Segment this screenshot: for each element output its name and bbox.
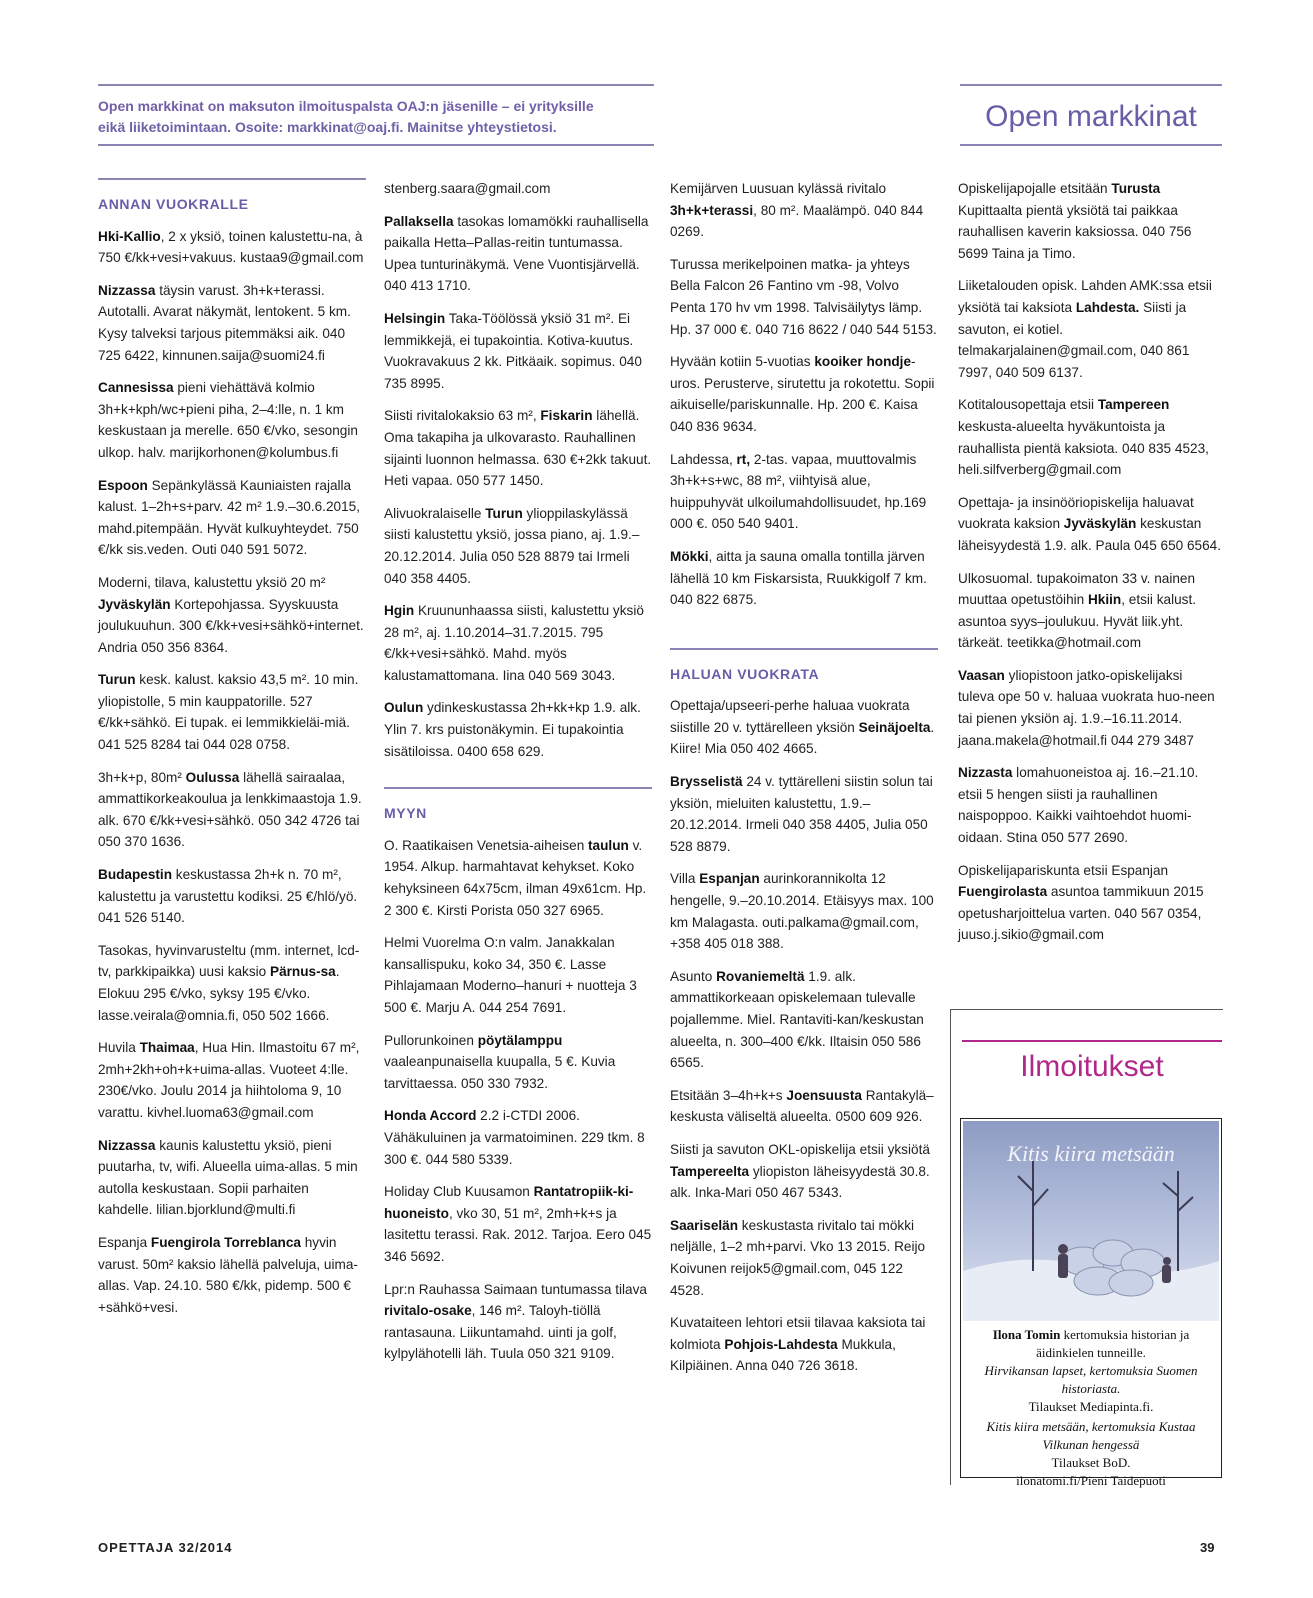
ad-text: ydinkeskustassa 2h+kk+kp 1.9. alk. Ylin 7. krs puistonäkymin. Ei tupakointia sisätiloissa. 0400 658 629. bbox=[384, 700, 641, 759]
classified-ad bbox=[384, 697, 652, 762]
classified-ad bbox=[670, 449, 938, 535]
ad-keyword: Saariselän bbox=[670, 1217, 739, 1233]
ad-text-lead: Villa bbox=[670, 871, 700, 887]
ad-keyword: kooiker hondje bbox=[814, 354, 912, 370]
ad-keyword: Mökki bbox=[670, 548, 709, 564]
column-2 bbox=[384, 178, 652, 1376]
ad-list bbox=[98, 226, 366, 1319]
classified-ad bbox=[98, 1135, 366, 1221]
classified-ad bbox=[670, 254, 938, 340]
classified-ad bbox=[384, 308, 652, 394]
ad-text: lähellä. Oma takapiha ja ulkovarasto. Rauhallinen sijainti luonnon helmassa. 630 €+2kk takuut. Heti vapaa. 050 577 1450. bbox=[384, 408, 652, 489]
ad-keyword: Turun bbox=[98, 672, 136, 688]
ad-text: Helmi Vuorelma O:n valm. Janakkalan kansallispuku, koko 34, 350 €. Lasse Pihlajamaan Moderno–hanuri + nuotteja 3 500 €. Marju A. 044 254 7691. bbox=[384, 935, 637, 1015]
ad-keyword: Pallaksella bbox=[384, 213, 454, 229]
ad-keyword: Hki-Kallio bbox=[98, 228, 161, 244]
ad-keyword: Turun bbox=[485, 505, 523, 521]
column-3 bbox=[670, 178, 938, 1388]
author-desc: kertomuksia historian ja äidinkielen tunneille. bbox=[1036, 1327, 1190, 1360]
ad-text-lead: Siisti rivitalokaksio 63 m², bbox=[384, 408, 541, 424]
ad-list bbox=[670, 695, 938, 1377]
ad-text-lead: O. Raatikaisen Venetsia-aiheisen bbox=[384, 837, 589, 853]
ad-text-lead: Siisti ja savuton OKL-opiskelija etsii yksiötä bbox=[670, 1141, 930, 1157]
ad-keyword: Joensuusta bbox=[786, 1087, 862, 1103]
classified-ad bbox=[670, 1312, 938, 1377]
ad-keyword: Hkiin bbox=[1087, 592, 1122, 608]
classified-ad bbox=[384, 178, 652, 200]
classified-ad bbox=[384, 1105, 652, 1170]
intro-line-1: Open markkinat on maksuton ilmoituspalsta OAJ:n jäsenille – ei yrityksille bbox=[98, 98, 594, 114]
ad-text: keskustasta rivitalo tai mökki neljälle, 1–2 mh+parvi. Vko 13 2015. Reijo Koivunen reijok5@gmail.com, 045 122 4528. bbox=[670, 1217, 926, 1298]
footer-publication: OPETTAJA 32/2014 bbox=[98, 1540, 233, 1555]
ad-keyword: Fuengirola Torreblanca bbox=[150, 1234, 301, 1250]
ad-text: yliopiston läheisyydestä 30.8. alk. Inka-Mari 050 467 5343. bbox=[670, 1163, 930, 1201]
ad-text: Sepänkylässä Kauniaisten rajalla kalust. 1–2h+s+parv. 42 m² 1.9.–30.6.2015, mahd.pitempään. Hyvät kulkuyhteydet. 750 €/kk sis.veden. Outi 040 591 5072. bbox=[98, 477, 360, 558]
ad-text: ylioppilaskylässä siisti kalustettu yksiö, jossa piano, aj. 1.9.–20.12.2014. Julia 050 528 8879 tai Irmeli 040 358 4405. bbox=[384, 505, 640, 586]
author-line bbox=[963, 1326, 1219, 1362]
classified-ad bbox=[670, 868, 938, 954]
book-cover-image bbox=[963, 1121, 1219, 1321]
ad-keyword: taulun bbox=[588, 837, 629, 853]
book-2-title: Kitis kiira metsään, kertomuksia Kustaa Vilkunan hengessä bbox=[986, 1419, 1196, 1452]
ad-text-lead: Espanja bbox=[98, 1234, 151, 1250]
ad-keyword: Oulun bbox=[384, 700, 424, 716]
ad-keyword: Nizzasta bbox=[958, 765, 1013, 781]
ad-text: Kruununhaassa siisti, kalustettu yksiö 28 m², aj. 1.10.2014–31.7.2015. 795 €/kk+vesi+sähkö. Mahd. myös kalustamattomana. Iina 040 569 3043. bbox=[384, 603, 644, 683]
ad-text-lead: Opettaja- ja insinööriopiskelija haluavat vuokrata kaksion bbox=[958, 494, 1194, 532]
ad-text: Mukkula, Kilpiäinen. Anna 040 726 3618. bbox=[670, 1336, 896, 1374]
classified-ad bbox=[384, 405, 652, 491]
ad-text: täysin varust. 3h+k+terassi. Autotalli. Avarat näkymät, lentokent. 5 km. Kysy talveksi tarjous pitemmäksi aik. 040 725 6422, kinnunen.saija@suomi24.fi bbox=[98, 282, 351, 363]
classified-ad bbox=[98, 864, 366, 929]
ad-list bbox=[384, 835, 652, 1365]
ad-text: keskusta-alueelta hyväkuntoista ja rauhallista pientä kaksiota. 040 835 4523, heli.silfverberg@gmail.com bbox=[958, 418, 1209, 478]
ad-text: hyvin varust. 50m² kaksio lähellä palveluja, uima-allas. Vap. 24.10. 580 €/kk, pidemp. 500 €+sähkö+vesi. bbox=[98, 1234, 358, 1315]
classified-ad bbox=[958, 178, 1222, 264]
ad-text: stenberg.saara@gmail.com bbox=[384, 181, 551, 196]
ad-text: . Kiire! Mia 050 402 4665. bbox=[670, 719, 935, 757]
ilmoitukset-title: Ilmoitukset bbox=[1020, 1050, 1164, 1083]
ad-text: . Elokuu 295 €/vko, syksy 195 €/vko. lasse.veirala@omnia.fi, 050 502 1666. bbox=[98, 964, 340, 1023]
ad-text-lead: Opiskelijapojalle etsitään bbox=[958, 181, 1112, 196]
classified-ad bbox=[98, 940, 366, 1026]
ad-keyword: Honda Accord bbox=[384, 1108, 477, 1124]
ad-text-lead: Kemijärven Luusuan kylässä rivitalo bbox=[670, 181, 887, 196]
book-1-title: Hirvikansan lapset, kertomuksia Suomen historiasta. bbox=[984, 1363, 1198, 1396]
ad-text: kesk. kalust. kaksio 43,5 m². 10 min. yliopistolle, 5 min kauppatorille. 527 €/kk+sähkö. Ei tupak. ei lemmikkieläi-miä. 041 525 8284 tai 044 028 0758. bbox=[98, 672, 359, 753]
ad-text: pieni viehättävä kolmio 3h+k+kph/wc+pieni piha, 2–4:lle, n. 1 km keskustaan ja merelle. 650 €/vko, sesongin ulkop. halv. marijkorhonen@kolumbus.fi bbox=[98, 380, 358, 460]
ad-text-lead: Lpr:n Rauhassa Saimaan tuntumassa tilava bbox=[384, 1281, 647, 1297]
classified-ad bbox=[384, 835, 652, 921]
ad-text: lomahuoneistoa aj. 16.–21.10. etsii 5 hengen siisti ja rauhallinen naispoppoo. Kaikki vaihtoehdot huomi-oidaan. Stina 050 577 2690. bbox=[958, 765, 1199, 846]
ad-text: , vko 30, 51 m², 2mh+k+s ja lasitettu terassi. Rak. 2012. Tarjoa. Eero 045 346 5692. bbox=[384, 1205, 652, 1264]
classified-ad bbox=[384, 600, 652, 686]
masthead-title: Open markkinat bbox=[985, 100, 1197, 133]
ad-text: v. 1954. Alkup. harmahtavat kehykset. Koko kehyksineen 64x75cm, ilman 49x61cm. Hp. 2 300 €. Kirsti Porista 050 327 6965. bbox=[384, 837, 647, 918]
ad-text: Kortepohjassa. Syyskuusta joulukuuhun. 300 €/kk+vesi+sähkö+internet. Andria 050 356 8364. bbox=[98, 596, 364, 655]
classified-ad bbox=[670, 546, 938, 611]
ad-text: Rantakylä–keskusta väliseltä alueelta. 0500 609 926. bbox=[670, 1087, 934, 1125]
classified-ad bbox=[98, 669, 366, 755]
ad-keyword: Espoon bbox=[98, 477, 148, 493]
ad-keyword: Helsingin bbox=[384, 310, 446, 326]
ad-text: 24 v. tyttärelleni siistin solun tai yksiön, mieluiten kalustettu, 1.9.–20.12.2014. Irmeli 040 358 4405, Julia 050 528 8879. bbox=[670, 774, 933, 854]
classified-ad bbox=[670, 1139, 938, 1204]
classified-ad bbox=[958, 860, 1222, 946]
ad-keyword: Jyväskylän bbox=[98, 596, 171, 612]
ad-keyword: Pärnus-sa bbox=[270, 964, 336, 980]
ad-keyword: 3h+k+terassi bbox=[670, 202, 754, 218]
classified-ad bbox=[670, 1215, 938, 1301]
ad-keyword: Tampereelta bbox=[670, 1163, 750, 1179]
ad-text-lead: Kuvataiteen lehtori etsii tilavaa kaksiota tai kolmiota bbox=[670, 1315, 926, 1352]
header-top-rule bbox=[98, 84, 654, 86]
ad-text-lead: Lahdessa, bbox=[670, 451, 737, 467]
ad-text: keskustan läheisyydestä 1.9. alk. Paula 045 650 6564. bbox=[958, 516, 1222, 553]
ad-text: Siisti ja savuton, ei kotiel. telmakarjalainen@gmail.com, 040 861 7997, 040 509 6137. bbox=[958, 299, 1190, 380]
ad-text: lähellä sairaalaa, ammattikorkeakoulua ja lenkkimaastoja 1.9. alk. 670 €/kk+vesi+sähkö. 050 342 4726 tai 050 370 1636. bbox=[98, 769, 362, 850]
masthead-top-rule bbox=[960, 84, 1222, 86]
ad-keyword: Fiskarin bbox=[540, 408, 593, 424]
classified-ad bbox=[670, 966, 938, 1074]
header-bottom-rule bbox=[98, 144, 654, 146]
classified-ad bbox=[958, 568, 1222, 654]
ad-text: , Hua Hin. Ilmastoitu 67 m², 2mh+2kh+oh+k+uima-allas. Vuoteet 4:lle. 230€/vko. Joulu 2014 ja hiihtoloma 9, 10 varattu. kivhel.luoma63@gmail.com bbox=[98, 1040, 360, 1120]
section-rule bbox=[670, 648, 938, 650]
section-heading-annan: ANNAN VUOKRALLE bbox=[98, 196, 249, 212]
ad-text-lead: Alivuokralaiselle bbox=[384, 505, 486, 521]
ad-text: 2-tas. vapaa, muuttovalmis 3h+k+s+wc, 88 m², viihtyisä alue, huippuhyvät ulkoilumahdollisuudet, hp.169 000 €. 050 540 9401. bbox=[670, 451, 927, 532]
classified-ad bbox=[670, 178, 938, 243]
ad-keyword: Rovaniemeltä bbox=[716, 968, 805, 984]
column-4 bbox=[958, 178, 1222, 957]
ad-list bbox=[384, 178, 652, 762]
ad-text: , etsii kalust. asuntoa syys–joulukuu. Hyvät liik.yht. tärkeät. teetikka@hotmail.com bbox=[958, 592, 1197, 651]
ad-list bbox=[958, 178, 1222, 946]
ad-text-lead: Asunto bbox=[670, 968, 717, 984]
ad-keyword: Vaasan bbox=[958, 667, 1005, 683]
column-1 bbox=[98, 178, 366, 1329]
classified-ad bbox=[98, 475, 366, 561]
ad-keyword: Hgin bbox=[384, 603, 415, 619]
ad-text-lead: Holiday Club Kuusamon bbox=[384, 1184, 534, 1200]
ad-text-lead: Opiskelijapariskunta etsii Espanjan bbox=[958, 862, 1169, 878]
ad-text: -uros. Perusterve, sirutettu ja rokotettu. Sopii aikuiselle/pariskunnalle. Hp. 200 €. Kaisa 040 836 9634. bbox=[670, 354, 935, 434]
ad-text-lead: Tasokas, hyvinvarusteltu (mm. internet, lcd-tv, parkkipaikka) uusi kaksio bbox=[98, 942, 360, 980]
ad-keyword: Oulussa bbox=[185, 769, 240, 785]
ad-keyword: Pohjois-Lahdesta bbox=[724, 1336, 838, 1352]
classified-ad bbox=[958, 275, 1222, 383]
classified-ad bbox=[384, 211, 652, 297]
classified-ad bbox=[670, 695, 938, 760]
classified-ad bbox=[670, 771, 938, 857]
ad-text-lead: Hyvään kotiin 5-vuotias bbox=[670, 354, 815, 370]
classified-ad bbox=[670, 351, 938, 437]
classified-ad bbox=[384, 932, 652, 1018]
ad-keyword: Seinäjoelta bbox=[858, 719, 931, 735]
classified-ad bbox=[98, 280, 366, 366]
ad-text: , aitta ja sauna omalla tontilla järven lähellä 10 km Fiskarsista, Ruukkigolf 7 km. 040 822 6875. bbox=[670, 548, 927, 608]
ad-text: kaunis kalustettu yksiö, pieni puutarha, tv, wifi. Alueella uima-allas. 5 min autolla keskustaan. Sopii parhaiten kahdelle. lilian.bjorklund@multi.fi bbox=[98, 1137, 358, 1218]
ad-text-lead: Opettaja/upseeri-perhe haluaa vuokrata siistille 20 v. tyttärelleen yksiön bbox=[670, 698, 910, 735]
classified-ad bbox=[98, 1037, 366, 1123]
ad-text-lead: 3h+k+p, 80m² bbox=[98, 769, 186, 785]
classified-ad bbox=[384, 1030, 652, 1095]
ad-text: Turussa merikelpoinen matka- ja yhteys Bella Falcon 26 Fantino vm -98, Volvo Penta 170 hv vm 1998. Talvisäilytys lämp. Hp. 37 000 €. 040 716 8622 / 040 544 5153. bbox=[670, 256, 937, 337]
page-number: 39 bbox=[1200, 1540, 1215, 1555]
ad-keyword: Brysselistä bbox=[670, 774, 743, 790]
book-1-order: Tilaukset Mediapinta.fi. bbox=[1028, 1399, 1154, 1414]
ad-keyword: Nizzassa bbox=[98, 1137, 156, 1153]
intro-line-2: eikä liiketoimintaan. Osoite: markkinat@oaj.fi. Mainitse yhteystietosi. bbox=[98, 119, 557, 135]
ad-text: , 146 m². Taloyh-tiöllä rantasauna. Liikuntamahd. uinti ja golf, kylpylähotelli läh. Tuula 050 321 9109. bbox=[384, 1303, 617, 1362]
masthead-bottom-rule bbox=[960, 144, 1222, 146]
ad-text-lead: Liiketalouden opisk. Lahden AMK:ssa etsii yksiötä tai kaksiota bbox=[958, 278, 1212, 315]
classified-ad bbox=[670, 1085, 938, 1128]
ad-text: 2.2 i-CTDI 2006. Vähäkuluinen ja varmatoiminen. 229 tkm. 8 300 €. 044 580 5339. bbox=[384, 1108, 645, 1167]
ad-keyword: Fuengirolasta bbox=[958, 884, 1048, 900]
ad-text-lead: Etsitään 3–4h+k+s bbox=[670, 1087, 787, 1103]
section-heading-myyn: MYYN bbox=[384, 805, 427, 822]
ad-keyword: Turusta bbox=[1111, 181, 1161, 196]
classified-ad bbox=[958, 762, 1222, 848]
ad-text: tasokas lomamökki rauhallisella paikalla Hetta–Pallas-reitin tuntumassa. Upea tunturinäkymä. Vene Vuontisjärvellä. 040 413 1710. bbox=[384, 213, 649, 294]
classified-ad bbox=[98, 226, 366, 269]
section-rule bbox=[384, 787, 652, 789]
book-cover-title: Kitis kiira metsään bbox=[1007, 1141, 1175, 1166]
ad-text: yliopistoon jatko-opiskelijaksi tuleva ope 50 v. haluaa vuokrata huo-neen tai pienen yksiön aj. 1.9.–16.11.2014. jaana.makela@hotmail.fi 044 279 3487 bbox=[958, 667, 1215, 748]
ad-keyword: Jyväskylän bbox=[1063, 516, 1137, 532]
book-2-order: Tilaukset BoD. bbox=[1051, 1455, 1131, 1470]
ad-keyword: Nizzassa bbox=[98, 282, 156, 298]
ilmoitukset-text bbox=[963, 1326, 1219, 1490]
shop-link[interactable]: ilonatomi.fi/Pieni Taidepuoti bbox=[1016, 1473, 1166, 1488]
section-heading-haluan: HALUAN VUOKRATA bbox=[670, 665, 820, 682]
ad-text-lead: Pullorunkoinen bbox=[384, 1032, 478, 1048]
ad-keyword: rt, bbox=[736, 451, 751, 467]
classified-ad bbox=[384, 503, 652, 589]
ad-text: , 80 m². Maalämpö. 040 844 0269. bbox=[670, 202, 924, 240]
classified-ad bbox=[98, 1232, 366, 1318]
ad-list bbox=[670, 178, 938, 611]
classified-ad bbox=[98, 572, 366, 658]
ad-keyword: Espanjan bbox=[699, 871, 760, 887]
ilmoitukset-rule bbox=[962, 1040, 1222, 1042]
ad-keyword: Budapestin bbox=[98, 867, 173, 883]
classified-ad bbox=[958, 492, 1222, 557]
classified-ad bbox=[384, 1181, 652, 1267]
ad-keyword: Cannesissa bbox=[98, 380, 174, 396]
ad-text: vaaleanpunaisella kuupalla, 5 €. Kuvia tarvittaessa. 050 330 7932. bbox=[384, 1054, 616, 1091]
ad-text-lead: Moderni, tilava, kalustettu yksiö 20 m² bbox=[98, 574, 326, 590]
ad-keyword: Tampereen bbox=[1097, 397, 1170, 413]
ad-text: aurinkorannikolta 12 hengelle, 9.–20.10.2014. Etäisyys max. 100 km Malagasta. outi.palkama@gmail.com, +358 405 018 388. bbox=[670, 871, 934, 952]
ad-text: 1.9. alk. ammattikorkeaan opiskelemaan tulevalle pojallemme. Miel. Rantaviti-kan/keskustan alueelta, n. 300–400 €/kk. Iltaisin 050 586 6565. bbox=[670, 968, 924, 1071]
ad-keyword: rivitalo-osake bbox=[384, 1303, 472, 1319]
ad-text-lead: Kotitalousopettaja etsii bbox=[958, 397, 1098, 413]
ad-keyword: Thaimaa bbox=[139, 1040, 195, 1056]
ad-keyword: pöytälamppu bbox=[477, 1032, 563, 1048]
ad-text: keskustassa 2h+k n. 70 m², kalustettu ja varustettu kodiksi. 25 €/hlö/yö. 041 526 5140. bbox=[98, 867, 358, 926]
ad-keyword: Lahdesta. bbox=[1075, 299, 1140, 315]
section-rule bbox=[98, 178, 366, 180]
classified-ad bbox=[98, 767, 366, 853]
ad-text: Taka-Töölössä yksiö 31 m². Ei lemmikkejä, ei tupakointia. Kotiva-kuutus. Vuokravakuus 2 kk. Pitkäaik. sopimus. 040 735 8995. bbox=[384, 310, 642, 391]
ad-keyword: Rantatropiik-ki-huoneisto bbox=[384, 1184, 634, 1221]
classified-ad bbox=[384, 1279, 652, 1365]
classified-ad bbox=[958, 665, 1222, 751]
classified-ad bbox=[98, 377, 366, 463]
ad-text-lead: Huvila bbox=[98, 1040, 140, 1056]
ad-text: , 2 x yksiö, toinen kalustettu-na, à 750 €/kk+vesi+vakuus. kustaa9@gmail.com bbox=[98, 228, 364, 266]
ad-text: asuntoa tammikuun 2015 opetusharjoittelua varten. 040 567 0354, juuso.j.sikio@gmail.com bbox=[958, 884, 1204, 943]
intro-text bbox=[98, 96, 654, 138]
classified-ad bbox=[958, 394, 1222, 480]
author-name: Ilona Tomin bbox=[992, 1327, 1061, 1342]
ad-text-lead: Ulkosuomal. tupakoimaton 33 v. nainen muuttaa opetustöihin bbox=[958, 570, 1196, 608]
ad-text: Kupittaalta pientä yksiötä tai paikkaa rauhallisen kaverin kaksiossa. 040 756 5699 Taina ja Timo. bbox=[958, 202, 1192, 261]
